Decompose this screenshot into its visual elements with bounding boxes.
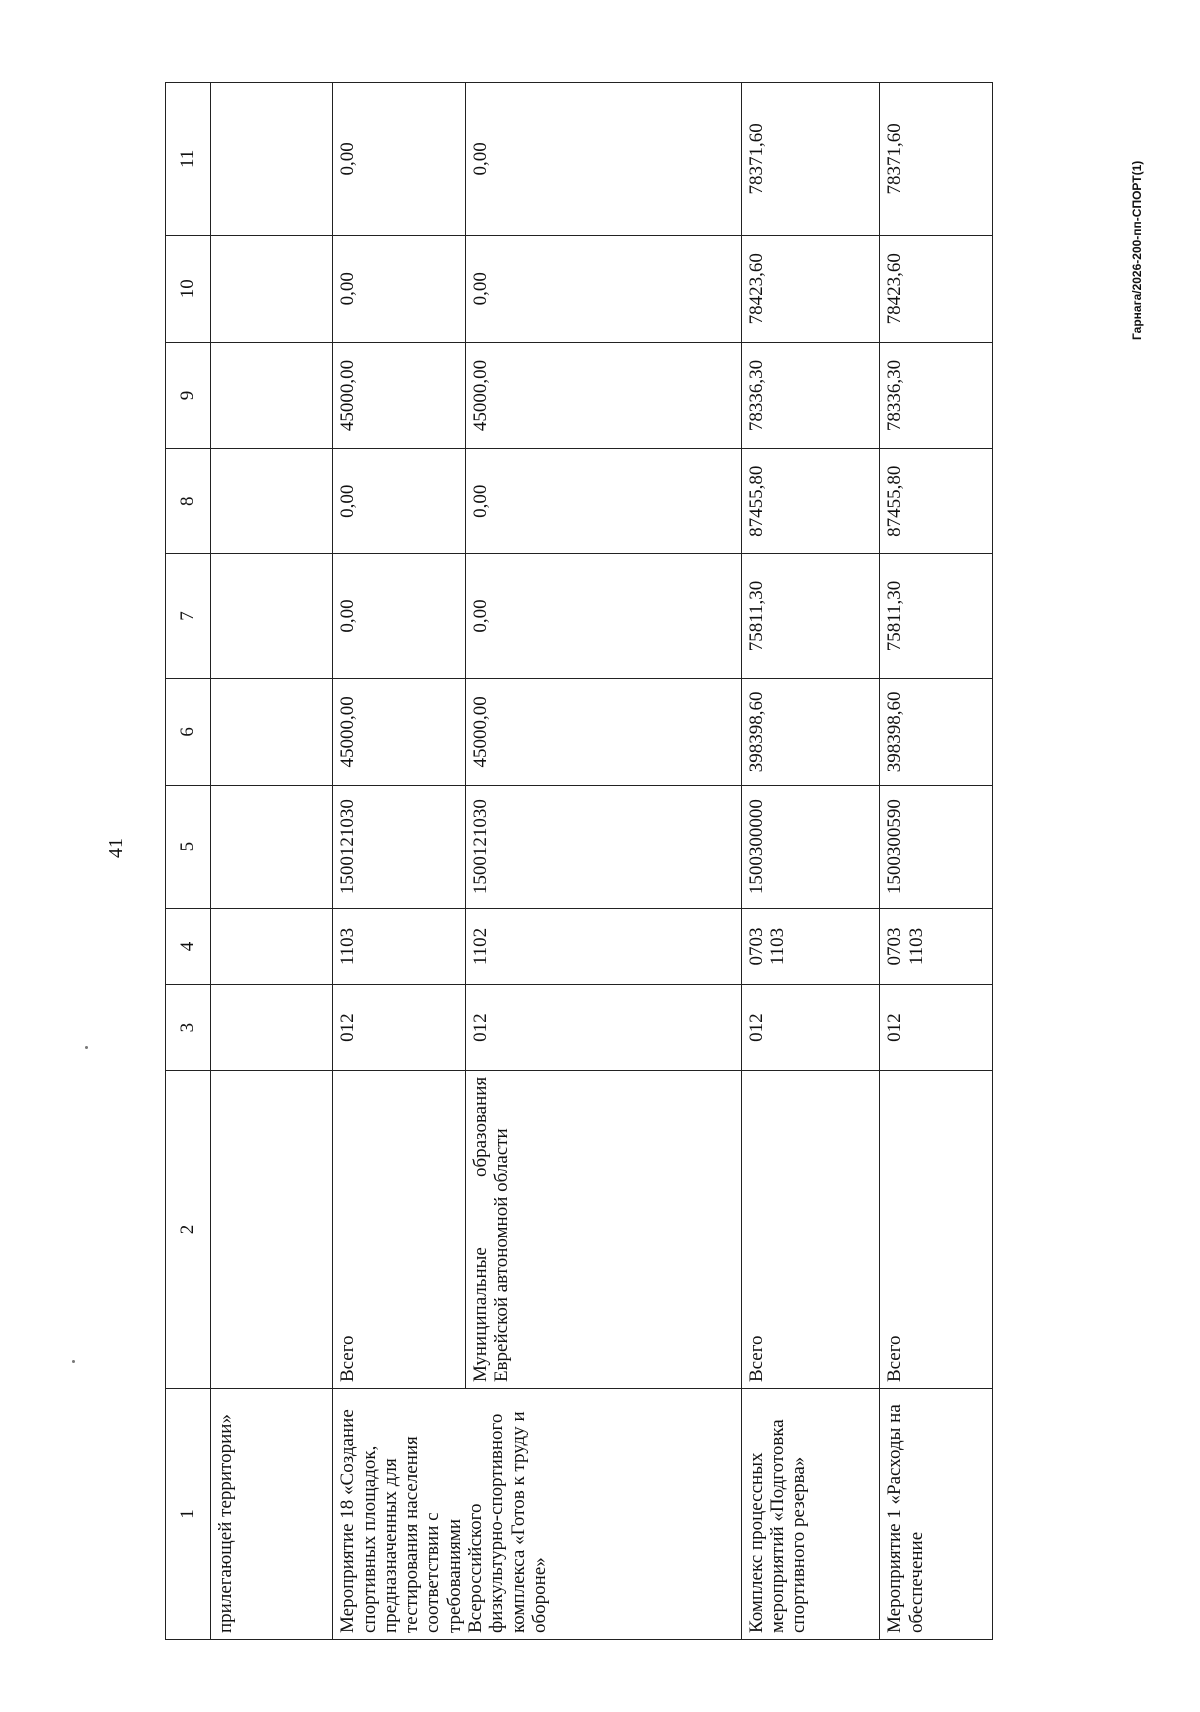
document-footer-id: Гарнага/2026-200-пп-СПОРТ(1)	[1130, 160, 1144, 340]
col-header-9: 9	[166, 342, 211, 449]
cell-grbs: 012	[465, 985, 741, 1070]
cell-rzpr: 1103	[333, 908, 465, 985]
budget-table-rotated	[165, 82, 993, 1640]
cell-event-name: прилегающей территории»	[211, 1389, 333, 1640]
cell-y2: 0,00	[465, 449, 741, 554]
cell-total: 398398,60	[741, 678, 880, 785]
cell-total: 398398,60	[880, 678, 993, 785]
cell-y5: 0,00	[333, 83, 465, 236]
cell-y4: 78423,60	[880, 235, 993, 342]
cell-total: 45000,00	[465, 678, 741, 785]
cell-event-name: Комплекс процессных мероприятий «Подготовка спортивного резерва»	[741, 1389, 880, 1640]
cell-source: Муниципальные образования Еврейской автономной области	[465, 1070, 741, 1388]
col-header-11: 11	[166, 83, 211, 236]
col-header-6: 6	[166, 678, 211, 785]
cell-csr	[211, 785, 333, 908]
scan-speck	[85, 1046, 88, 1049]
table-row	[741, 83, 880, 1640]
cell-y1: 0,00	[333, 554, 465, 679]
cell-y1: 75811,30	[741, 554, 880, 679]
cell-grbs: 012	[880, 985, 993, 1070]
cell-y4: 0,00	[333, 235, 465, 342]
cell-rzpr: 1102	[465, 908, 741, 985]
cell-y3: 45000,00	[333, 342, 465, 449]
cell-y4: 0,00	[465, 235, 741, 342]
cell-rzpr	[211, 908, 333, 985]
cell-source	[211, 1070, 333, 1388]
cell-source: Всего	[333, 1070, 465, 1388]
cell-y1: 0,00	[465, 554, 741, 679]
cell-event-name: Мероприятие 18 «Создание спортивных площадок, предназначенных для тестирования населения соответствии с требованиями Всероссийского физкультурно-спортивного комплекса «Готов к труду и обороне»	[333, 1389, 741, 1640]
cell-source: Всего	[880, 1070, 993, 1388]
table-row	[211, 83, 333, 1640]
cell-y2: 87455,80	[741, 449, 880, 554]
cell-y2: 87455,80	[880, 449, 993, 554]
cell-grbs	[211, 985, 333, 1070]
cell-y3: 78336,30	[880, 342, 993, 449]
cell-y4	[211, 235, 333, 342]
col-header-1: 1	[166, 1389, 211, 1640]
table-row	[880, 83, 993, 1640]
cell-rzpr: 0703 1103	[741, 908, 880, 985]
col-header-7: 7	[166, 554, 211, 679]
col-header-2: 2	[166, 1070, 211, 1388]
col-header-3: 3	[166, 985, 211, 1070]
cell-y1: 75811,30	[880, 554, 993, 679]
scan-speck	[72, 1360, 75, 1363]
cell-y5: 78371,60	[880, 83, 993, 236]
cell-y2	[211, 449, 333, 554]
page-number: 41	[105, 838, 127, 858]
cell-csr: 1500300590	[880, 785, 993, 908]
col-header-8: 8	[166, 449, 211, 554]
header-row	[166, 83, 211, 1640]
table-row	[333, 83, 465, 1640]
cell-source: Всего	[741, 1070, 880, 1388]
cell-y5	[211, 83, 333, 236]
cell-csr: 1500300000	[741, 785, 880, 908]
cell-event-name: Мероприятие 1 «Расходы на обеспечение	[880, 1389, 993, 1640]
cell-grbs: 012	[333, 985, 465, 1070]
budget-table	[165, 82, 993, 1640]
cell-rzpr: 0703 1103	[880, 908, 993, 985]
cell-y3: 45000,00	[465, 342, 741, 449]
cell-y4: 78423,60	[741, 235, 880, 342]
cell-y5: 78371,60	[741, 83, 880, 236]
cell-total: 45000,00	[333, 678, 465, 785]
cell-y5: 0,00	[465, 83, 741, 236]
cell-y2: 0,00	[333, 449, 465, 554]
cell-y3	[211, 342, 333, 449]
cell-total	[211, 678, 333, 785]
cell-y3: 78336,30	[741, 342, 880, 449]
cell-csr: 1500121030	[333, 785, 465, 908]
cell-y1	[211, 554, 333, 679]
cell-grbs: 012	[741, 985, 880, 1070]
col-header-5: 5	[166, 785, 211, 908]
col-header-4: 4	[166, 908, 211, 985]
col-header-10: 10	[166, 235, 211, 342]
cell-csr: 1500121030	[465, 785, 741, 908]
